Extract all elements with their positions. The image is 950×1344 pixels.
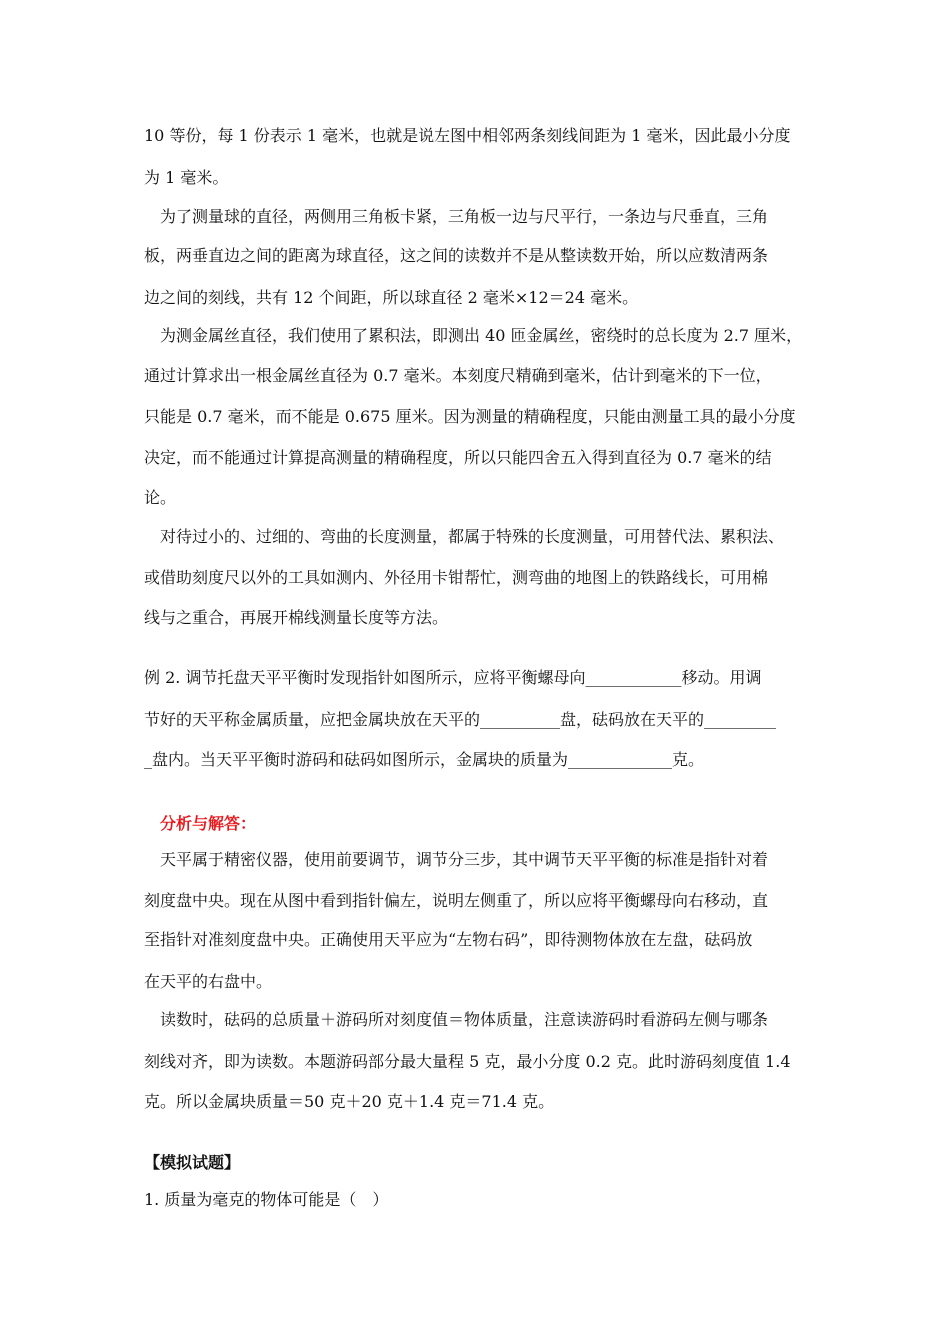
text-line: 通过计算求出一根金属丝直径为 0.7 毫米。本刻度尺精确到毫米，估计到毫米的下一位， [144,366,772,385]
text-line: 天平属于精密仪器，使用前要调节，调节分三步，其中调节天平平衡的标准是指针对着 [144,850,769,869]
example-line: 节好的天平称金属质量，应把金属块放在天平的__________盘，砝码放在天平的_________ [144,710,777,729]
text-line: 读数时，砝码的总质量＋游码所对刻度值＝物体质量，注意读游码时看游码左侧与哪条 [144,1010,769,1029]
text-line: 决定，而不能通过计算提高测量的精确程度，所以只能四舍五入得到直径为 0.7 毫米的结 [144,448,772,467]
analysis-heading: 分析与解答： [144,814,257,833]
text-line: 在天平的右盘中。 [144,972,273,991]
section-title: 【模拟试题】 [144,1153,241,1172]
text-line: 板，两垂直边之间的距离为球直径，这之间的读数并不是从整读数开始，所以应数清两条 [144,246,769,265]
text-line: 或借助刻度尺以外的工具如测内、外径用卡钳帮忙，测弯曲的地图上的铁路线长，可用棉 [144,568,769,587]
text-line: 为测金属丝直径，我们使用了累积法，即测出 40 匝金属丝，密绕时的总长度为 2.7 厘米， [144,326,803,345]
text-line: 为 1 毫米。 [144,168,229,187]
text-line: 为了测量球的直径，两侧用三角板卡紧，三角板一边与尺平行，一条边与尺垂直，三角 [144,207,769,226]
text-line: 只能是 0.7 毫米，而不能是 0.675 厘米。因为测量的精确程度，只能由测量工具的最小分度 [144,407,796,426]
question-line: 1. 质量为毫克的物体可能是（ ） [144,1190,389,1209]
text-line: 刻度盘中央。现在从图中看到指针偏左，说明左侧重了，所以应将平衡螺母向右移动，直 [144,891,769,910]
text-line: 克。所以金属块质量＝50 克＋20 克＋1.4 克＝71.4 克。 [144,1092,555,1111]
text-line: 至指针对准刻度盘中央。正确使用天平应为“左物右码”，即待测物体放在左盘，砝码放 [144,930,753,949]
text-line: 线与之重合，再展开棉线测量长度等方法。 [144,608,449,627]
example-line: _盘内。当天平平衡时游码和砝码如图所示，金属块的质量为_____________克。 [144,750,705,769]
text-line: 边之间的刻线，共有 12 个间距，所以球直径 2 毫米×12＝24 毫米。 [144,288,639,307]
text-line: 刻线对齐，即为读数。本题游码部分最大量程 5 克，最小分度 0.2 克。此时游码刻度值 1.4 [144,1052,791,1071]
example-line: 例 2. 调节托盘天平平衡时发现指针如图所示，应将平衡螺母向____________移动。用调 [144,668,762,687]
text-line: 对待过小的、过细的、弯曲的长度测量，都属于特殊的长度测量，可用替代法、累积法、 [144,527,785,546]
text-line: 10 等份，每 1 份表示 1 毫米，也就是说左图中相邻两条刻线间距为 1 毫米，因此最小分度 [144,126,791,145]
text-line: 论。 [144,488,177,507]
